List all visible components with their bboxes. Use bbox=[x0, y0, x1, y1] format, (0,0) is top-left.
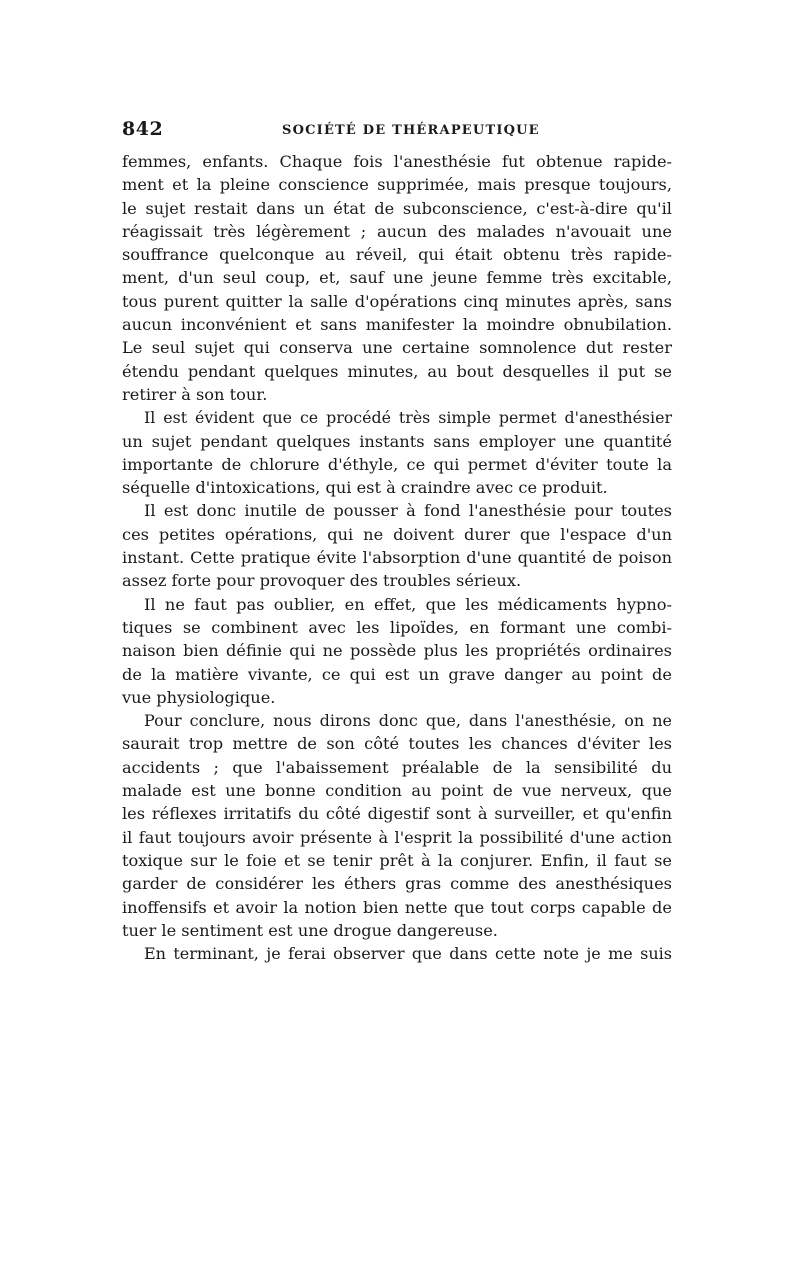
text-line: malade est une bonne condition au point de vue nerveux, que bbox=[122, 781, 672, 801]
text-line: il faut toujours avoir présente à l'esprit la possibilité d'une action bbox=[122, 827, 672, 847]
text-line: tiques se combinent avec les lipoïdes, en formant une combi- bbox=[122, 617, 672, 637]
text-line: En terminant, je ferai observer que dans cette note je me suis bbox=[144, 944, 672, 964]
text-line: aucun inconvénient et sans manifester la moindre obnubilation. bbox=[122, 315, 672, 335]
text-line: Il est donc inutile de pousser à fond l'anesthésie pour toutes bbox=[144, 501, 672, 521]
text-line: séquelle d'intoxications, qui est à craindre avec ce produit. bbox=[122, 478, 608, 498]
text-line: garder de considérer les éthers gras comme des anesthésiques bbox=[122, 874, 672, 894]
text-line: assez forte pour provoquer des troubles sérieux. bbox=[122, 571, 522, 591]
text-line: les réflexes irritatifs du côté digestif sont à surveiller, et qu'enfin bbox=[122, 804, 672, 824]
text-line: importante de chlorure d'éthyle, ce qui permet d'éviter toute la bbox=[122, 454, 672, 474]
text-line: le sujet restait dans un état de subconscience, c'est-à-dire qu'il bbox=[122, 198, 672, 218]
text-line: Il est évident que ce procédé très simple permet d'anesthésier bbox=[144, 408, 672, 428]
text-line: inoffensifs et avoir la notion bien nette que tout corps capable de bbox=[122, 897, 672, 917]
text-line: vue physiologique. bbox=[122, 687, 276, 707]
text-line: étendu pendant quelques minutes, au bout desquelles il put se bbox=[122, 361, 672, 381]
text-line: naison bien définie qui ne possède plus les propriétés ordinaires bbox=[122, 641, 672, 661]
text-line: de la matière vivante, ce qui est un grave danger au point de bbox=[122, 664, 672, 684]
text-line: toxique sur le foie et se tenir prêt à la conjurer. Enfin, il faut se bbox=[122, 850, 672, 870]
body-text bbox=[122, 150, 672, 965]
text-line: ces petites opérations, qui ne doivent durer que l'espace d'un bbox=[122, 524, 672, 544]
text-line: instant. Cette pratique évite l'absorption d'une quantité de poison bbox=[122, 548, 672, 568]
text-line: Il ne faut pas oublier, en effet, que les médicaments hypno- bbox=[144, 594, 672, 614]
text-line: femmes, enfants. Chaque fois l'anesthésie fut obtenue rapide- bbox=[122, 152, 672, 171]
page-number: 842 bbox=[122, 118, 164, 140]
text-line: retirer à son tour. bbox=[122, 384, 268, 404]
text-line: ment, d'un seul coup, et, sauf une jeune femme très excitable, bbox=[122, 268, 672, 288]
text-line: saurait trop mettre de son côté toutes les chances d'éviter les bbox=[122, 734, 672, 754]
text-line: tous purent quitter la salle d'opérations cinq minutes après, sans bbox=[122, 291, 672, 311]
text-line: souffrance quelconque au réveil, qui était obtenu très rapide- bbox=[122, 245, 672, 265]
text-line: réagissait très légèrement ; aucun des malades n'avouait une bbox=[122, 221, 672, 241]
page-header bbox=[122, 118, 672, 142]
text-line: Le seul sujet qui conserva une certaine somnolence dut rester bbox=[122, 338, 672, 358]
text-line: tuer le sentiment est une drogue dangereuse. bbox=[122, 920, 498, 940]
text-line: Pour conclure, nous dirons donc que, dans l'anesthésie, on ne bbox=[144, 711, 672, 731]
text-line: un sujet pendant quelques instants sans employer une quantité bbox=[122, 431, 672, 451]
text-line: ment et la pleine conscience supprimée, mais presque toujours, bbox=[122, 175, 672, 195]
running-head: SOCIÉTÉ DE THÉRAPEUTIQUE bbox=[282, 123, 540, 138]
text-line: accidents ; que l'abaissement préalable de la sensibilité du bbox=[122, 757, 672, 777]
